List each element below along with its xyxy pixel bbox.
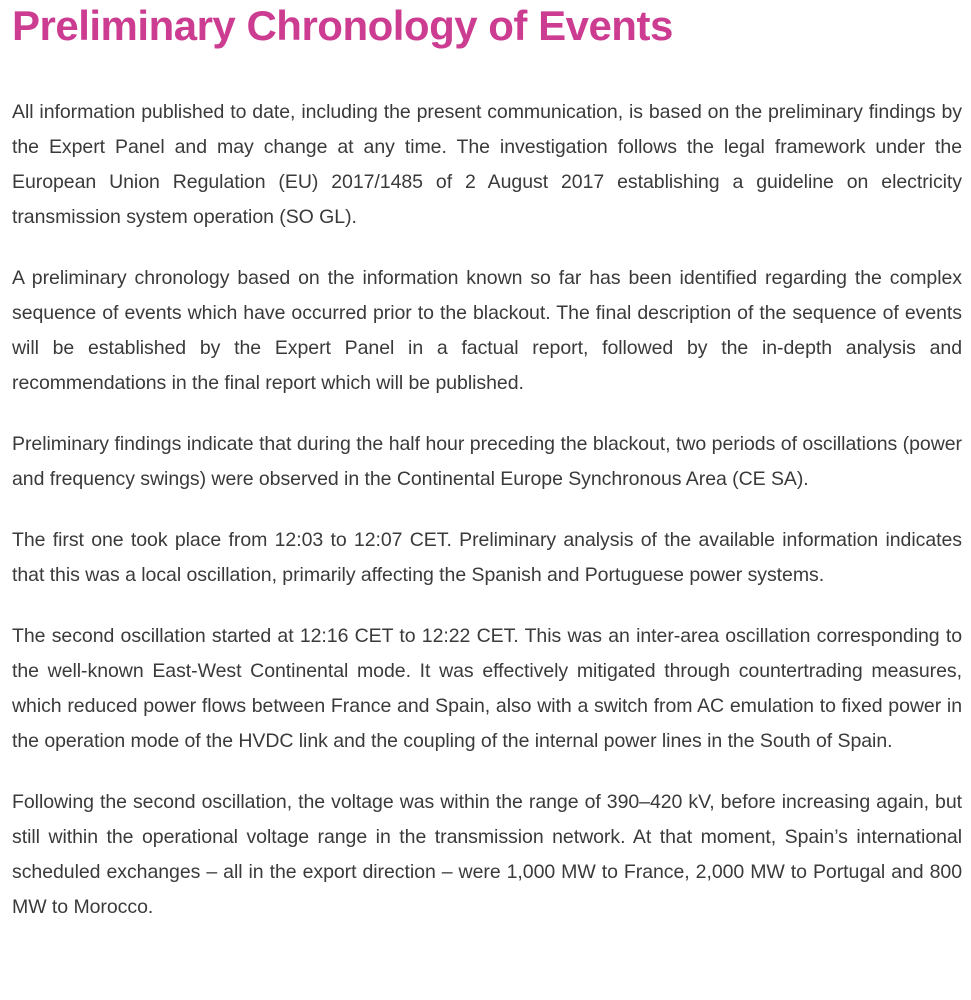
paragraph-oscillation-overview: Preliminary findings indicate that during the half hour preceding the blackout, two periods of oscillations (power and frequency swings) were observed in the Continental Europe Synchronous Area (CE SA). (12, 433, 962, 491)
paragraph-second-oscillation: The second oscillation started at 12:16 CET to 12:22 CET. This was an inter-area oscillation corresponding to the well-known East-West Continental mode. It was effectively mitigated through countertrading measures, which reduced power flows between France and Spain, also with a switch from AC emulation to fixed power in the operation mode of the HVDC link and the coupling of the internal power lines in the South of Spain. (12, 625, 962, 753)
paragraph-chronology-scope: A preliminary chronology based on the information known so far has been identified regarding the complex sequence of events which have occurred prior to the blackout. The final description of the sequence of events will be established by the Expert Panel in a factual report, followed by the in-depth analysis and recommendations in the final report which will be published. (12, 267, 962, 395)
page-title: Preliminary Chronology of Events (12, 2, 673, 49)
paragraph-disclaimer: All information published to date, including the present communication, is based on the preliminary findings by the Expert Panel and may change at any time. The investigation follows the legal framework under the European Union Regulation (EU) 2017/1485 of 2 August 2017 establishing a guideline on electricity transmission system operation (SO GL). (12, 101, 962, 229)
paragraph-voltage-and-exchanges: Following the second oscillation, the voltage was within the range of 390–420 kV, before increasing again, but still within the operational voltage range in the transmission network. At that moment, Spain’s international scheduled exchanges – all in the export direction – were 1,000 MW to France, 2,000 MW to Portugal and 800 MW to Morocco. (12, 791, 962, 919)
paragraph-first-oscillation: The first one took place from 12:03 to 12:07 CET. Preliminary analysis of the available information indicates that this was a local oscillation, primarily affecting the Spanish and Portuguese power systems. (12, 529, 962, 587)
document-body (12, 95, 962, 925)
